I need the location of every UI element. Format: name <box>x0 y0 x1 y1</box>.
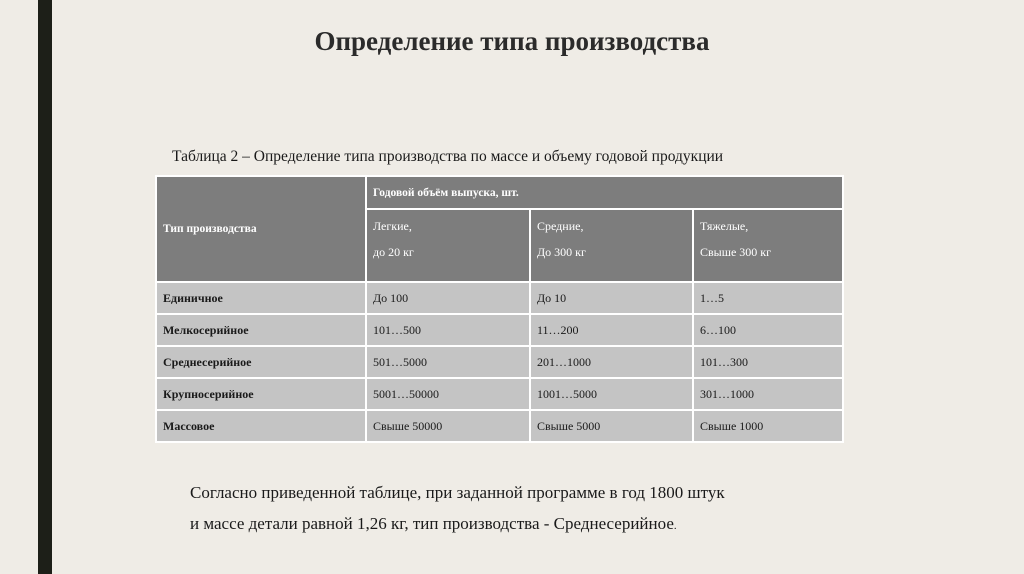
subheader-heavy <box>693 209 843 282</box>
subheader-light-line2: до 20 кг <box>373 245 414 259</box>
table-row <box>156 282 843 314</box>
cell-heavy: 1…5 <box>693 282 843 314</box>
cell-heavy: 101…300 <box>693 346 843 378</box>
header-annual-volume: Годовой объём выпуска, шт. <box>366 176 843 209</box>
subheader-medium-line1: Средние, <box>537 219 584 233</box>
production-type-table <box>155 175 844 443</box>
row-name: Массовое <box>156 410 366 442</box>
table-caption: Таблица 2 – Определение типа производства по массе и объему годовой продукции <box>172 148 724 165</box>
subheader-medium-line2: До 300 кг <box>537 245 586 259</box>
subheader-heavy-line2: Свыше 300 кг <box>700 245 772 259</box>
cell-light: До 100 <box>366 282 530 314</box>
row-name: Крупносерийное <box>156 378 366 410</box>
row-name: Единичное <box>156 282 366 314</box>
left-accent-bar <box>38 0 52 574</box>
cell-medium: Свыше 5000 <box>530 410 693 442</box>
cell-heavy: 301…1000 <box>693 378 843 410</box>
cell-light: 501…5000 <box>366 346 530 378</box>
cell-light: Свыше 50000 <box>366 410 530 442</box>
page-title: Определение типа производства <box>314 26 710 56</box>
conclusion-line-1: Согласно приведенной таблице, при заданной программе в год 1800 штук <box>190 483 725 502</box>
header-production-type: Тип производства <box>156 176 366 282</box>
subheader-medium <box>530 209 693 282</box>
row-name: Мелкосерийное <box>156 314 366 346</box>
cell-light: 5001…50000 <box>366 378 530 410</box>
table-row <box>156 410 843 442</box>
table-row <box>156 314 843 346</box>
cell-heavy: Свыше 1000 <box>693 410 843 442</box>
cell-medium: До 10 <box>530 282 693 314</box>
conclusion-period: . <box>673 520 677 532</box>
conclusion-paragraph <box>190 477 725 542</box>
subheader-light <box>366 209 530 282</box>
subheader-light-line1: Легкие, <box>373 219 412 233</box>
cell-medium: 201…1000 <box>530 346 693 378</box>
row-name: Среднесерийное <box>156 346 366 378</box>
conclusion-line-2 <box>190 508 725 542</box>
conclusion-line-2-text: и массе детали равной 1,26 кг, тип производства - Среднесерийное <box>190 514 674 533</box>
cell-light: 101…500 <box>366 314 530 346</box>
table-row <box>156 378 843 410</box>
cell-medium: 11…200 <box>530 314 693 346</box>
cell-medium: 1001…5000 <box>530 378 693 410</box>
cell-heavy: 6…100 <box>693 314 843 346</box>
subheader-heavy-line1: Тяжелые, <box>700 219 749 233</box>
table-row <box>156 346 843 378</box>
